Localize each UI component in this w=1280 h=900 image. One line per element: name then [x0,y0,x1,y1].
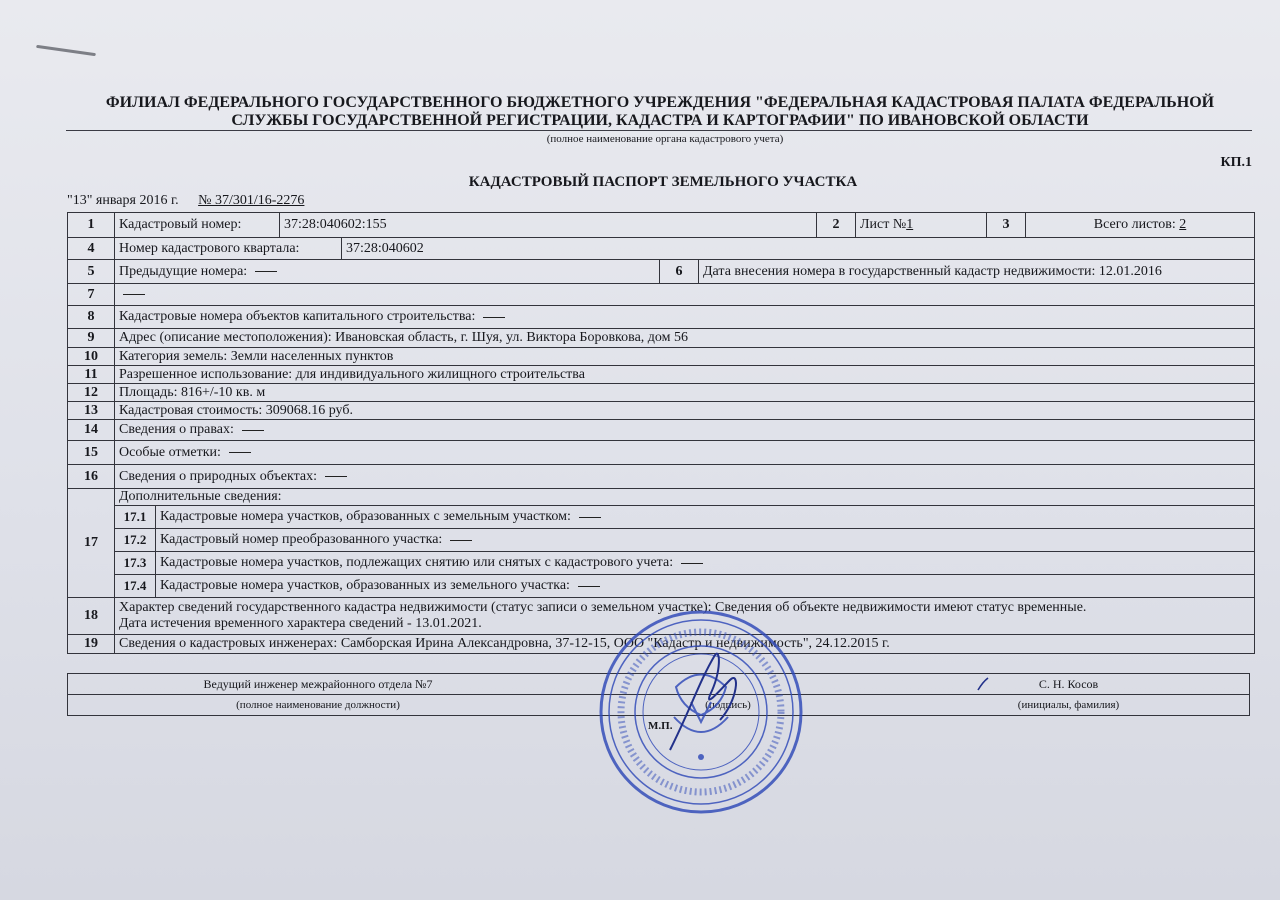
table-row [68,365,1254,383]
form-code: КП.1 [1220,155,1252,170]
row-number: 18 [68,598,115,634]
cadastral-engineers: Сведения о кадастровых инженерах: Самборская Ирина Александровна, 37-12-15, ООО "Кадастр и недвижимость", 24.12.2015 г. [119,636,890,651]
row-content [115,284,1254,305]
row-content [156,529,1254,551]
total-sheets: 2 [1179,217,1187,232]
row-label: Сведения о правах: [119,422,234,437]
table-row [68,419,1254,440]
row-number: 12 [68,384,115,401]
sub-row [115,574,1254,597]
name-hint: (инициалы, фамилия) [1017,699,1120,711]
row-number: 17 [68,489,115,597]
empty-dash [255,271,277,272]
row-number: 11 [68,366,115,383]
previous-numbers-cell [115,260,660,283]
table-row [68,305,1254,328]
empty-dash [242,430,264,431]
sub-row [115,528,1254,551]
table-row [68,464,1254,488]
row-label: Кадастровые номера участков, подлежащих снятию или снятых с кадастрового учета: [160,555,674,570]
row-content [115,306,1254,328]
row-number: 14 [68,420,115,440]
row-label: Кадастровые номера участков, образованных из земельного участка: [160,578,570,593]
additional-info-block [115,489,1254,597]
signature-hint: (подпись) [705,699,751,711]
row-label: Особые отметки: [119,444,221,460]
row-number: 7 [68,284,115,305]
row-number: 3 [987,213,1026,237]
empty-dash [123,294,145,295]
document-date-line [67,193,304,209]
table-row [68,383,1254,401]
row-label: Дата внесения номера в государственный кадастр недвижимости: 12.01.2016 [703,263,1162,279]
official-name: С. Н. Косов [1038,676,1099,691]
organization-hint: (полное наименование органа кадастрового учета) [546,133,784,145]
empty-dash [229,452,251,453]
row-number: 17.1 [115,506,156,528]
row-content [115,420,1254,440]
official-position: Ведущий инженер межрайонного отдела №7 [203,676,433,691]
table-row [68,237,1254,259]
permitted-use: Разрешенное использование: для индивидуального жилищного строительства [119,366,585,382]
organization-name: ФИЛИАЛ ФЕДЕРАЛЬНОГО ГОСУДАРСТВЕННОГО БЮДЖЕТНОГО УЧРЕЖДЕНИЯ "ФЕДЕРАЛЬНАЯ КАДАСТРОВАЯ ПАЛАТА ФЕДЕРАЛЬНОЙ СЛУЖБЫ ГОСУДАРСТВЕННОЙ РЕГИСТРАЦИИ, КАДАСТРА И КАРТОГРАФИИ" ПО ИВАНОВСКОЙ ОБЛАСТИ [105,94,1215,129]
record-status-line: Характер сведений государственного кадастра недвижимости (статус записи о земельном участке): Сведения об объекте недвижимости имеют статус временные. [119,600,1087,615]
document-title: КАДАСТРОВЫЙ ПАСПОРТ ЗЕМЕЛЬНОГО УЧАСТКА [468,174,858,190]
row-number: 2 [817,213,856,237]
signature-icon [660,640,760,760]
quarter-number: 37:28:040602 [346,240,424,256]
area: Площадь: 816+/-10 кв. м [119,384,266,400]
total-sheets-cell [1026,213,1254,237]
row-label: Сведения о природных объектах: [119,468,317,484]
empty-dash [579,517,601,518]
cadastral-value: Кадастровая стоимость: 309068.16 руб. [119,402,353,418]
empty-dash [483,317,505,318]
row-content [115,465,1254,488]
row-label: Кадастровый номер: [115,213,280,237]
row-label: Кадастровые номера участков, образованных с земельным участком: [160,509,571,524]
signature-mark-icon [976,677,990,691]
paper-clip [36,45,96,56]
empty-dash [325,476,347,477]
table-row [68,401,1254,419]
row-label: Кадастровый номер преобразованного участка: [160,532,443,547]
table-row [68,488,1254,597]
record-expiry-line: Дата истечения временного характера сведений - 13.01.2021. [119,616,482,631]
row-content [156,575,1254,597]
address: Адрес (описание местоположения): Ивановская область, г. Шуя, ул. Виктора Боровкова, дом 56 [119,330,689,345]
land-category: Категория земель: Земли населенных пунктов [119,348,394,364]
row-content [115,441,1254,464]
row-number: 8 [68,306,115,328]
row-number: 17.3 [115,552,156,574]
row-number: 17.2 [115,529,156,551]
row-number: 4 [68,238,115,259]
row-content [156,552,1254,574]
table-row [68,283,1254,305]
row-number: 19 [68,635,115,653]
document-date: "13" января 2016 г. [67,193,179,208]
row-number: 5 [68,260,115,283]
table-row [68,440,1254,464]
organization-underline [66,130,1252,131]
sheet-number-cell [856,213,987,237]
empty-dash [578,586,600,587]
seal-mark: М.П. [648,720,673,732]
row-label: Лист № [860,217,907,232]
table-row [68,347,1254,365]
row-label: Кадастровые номера объектов капитального строительства: [119,309,476,324]
sub-row [115,551,1254,574]
sub-row [115,505,1254,528]
row-content [156,506,1254,528]
position-hint: (полное наименование должности) [236,699,400,711]
sheet-number: 1 [906,217,914,232]
row-label: Дополнительные сведения: [119,489,282,504]
row-number: 6 [660,260,699,283]
document-number: № 37/301/16-2276 [198,193,305,208]
row-number: 17.4 [115,575,156,597]
row-label: Номер кадастрового квартала: [115,238,342,259]
row-number: 9 [68,329,115,347]
row-label: Всего листов: [1093,217,1176,232]
row-number: 15 [68,441,115,464]
table-row [68,259,1254,283]
empty-dash [681,563,703,564]
row-number: 1 [68,213,115,237]
passport-table [67,212,1255,654]
row-number: 13 [68,402,115,419]
table-row [68,328,1254,347]
cadastral-number: 37:28:040602:155 [280,213,817,237]
row-number: 10 [68,348,115,365]
empty-dash [450,540,472,541]
table-row [68,213,1254,237]
row-number: 16 [68,465,115,488]
row-label: Предыдущие номера: [119,263,248,279]
